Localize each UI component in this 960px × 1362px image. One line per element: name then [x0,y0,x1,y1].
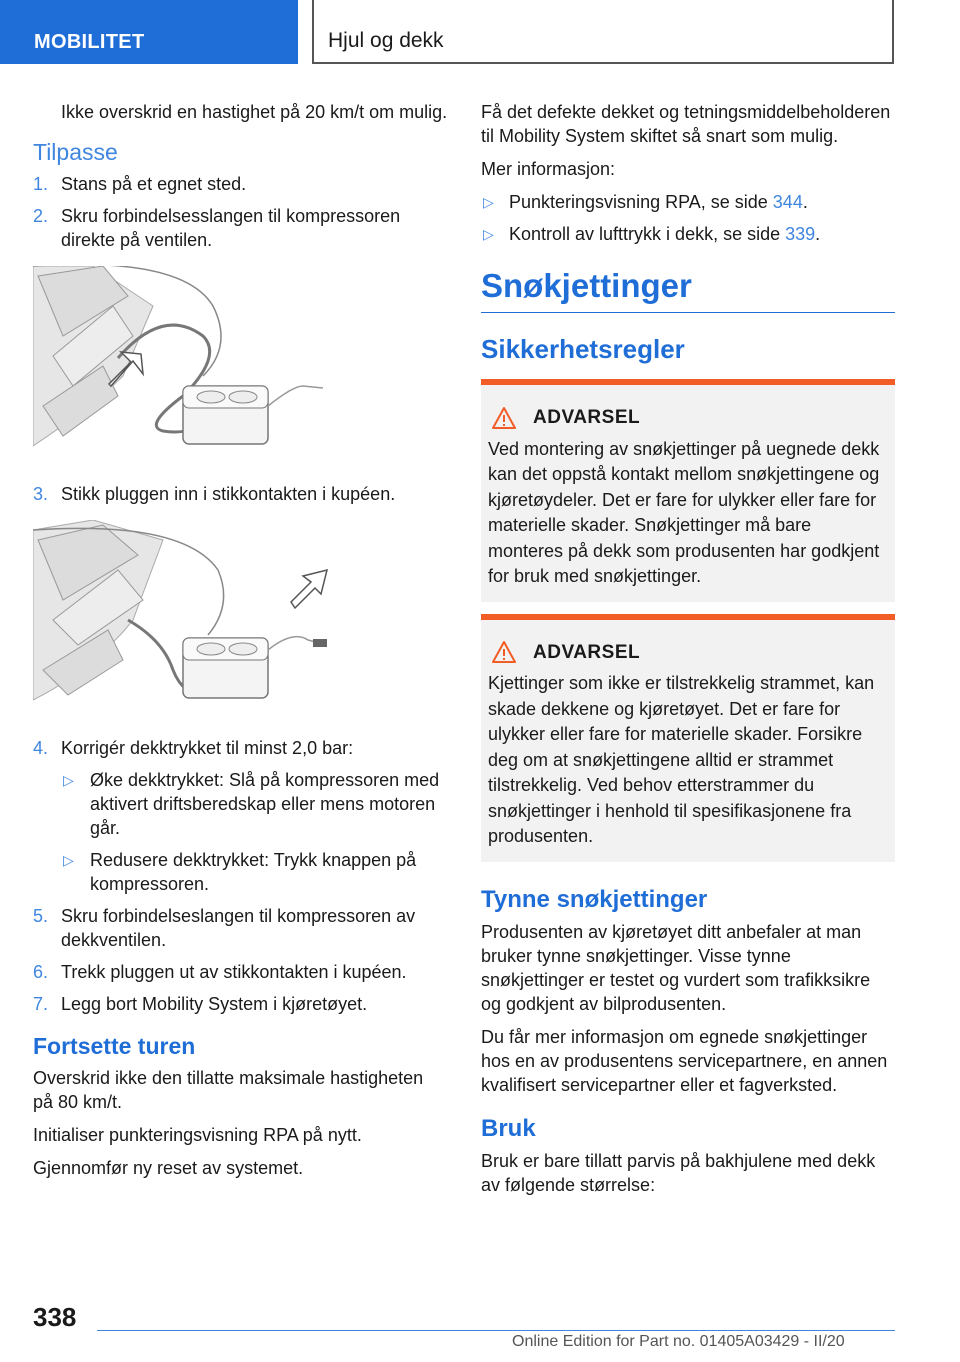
step-number: 2. [33,206,49,226]
intro-paragraph: Ikke overskrid en hastighet på 20 km/t om mulig. [61,102,448,122]
step-number: 6. [33,962,49,982]
step-text: Stans på et egnet sted. [61,174,247,194]
heading-sikkerhetsregler: Sikkerhetsregler [481,334,685,364]
heading-fortsette-turen: Fortsette turen [33,1033,196,1059]
page-link[interactable]: 339 [785,224,816,244]
triangle-bullet-icon: ▷ [483,226,494,242]
step-text: Skru forbindelseslangen til kompressoren av dekkventilen. [61,906,416,950]
paragraph: Du får mer informasjon om egnede snøkjettinger hos en av produsentens servicepartnere, en annen kvalifisert servicepartner eller et fagverksted. [481,1026,888,1095]
paragraph: Overskrid ikke den tillatte maksimale hastigheten på 80 km/t. [33,1068,424,1112]
heading-snokjettinger: Snøkjettinger [481,266,895,313]
page-header [0,0,960,66]
chapter-title: Hjul og dekk [312,0,894,64]
step-number: 3. [33,484,49,504]
warning-header [488,640,888,666]
heading-tilpasse: Tilpasse [33,139,118,165]
page-number: 338 [33,1302,77,1332]
step-6 [33,960,448,984]
edition-note: Online Edition for Part no. 01405A03429 - II/20 [512,1333,845,1350]
step-text: Skru forbindelsesslangen til kompressoren direkte på ventilen. [61,206,401,250]
warning-label: ADVARSEL [533,407,641,428]
intro-paragraph: Få det defekte dekket og tetningsmiddelbeholderen til Mobility System skiftet så snart som mulig. [481,102,891,146]
warning-triangle-icon [491,640,517,664]
heading-tynne-snokjettinger: Tynne snøkjettinger [481,885,708,913]
step-3 [33,482,448,506]
substep-increase-pressure [33,768,448,840]
step-number: 5. [33,906,49,926]
triangle-bullet-icon: ▷ [63,852,74,868]
right-column [481,100,895,1206]
warning-header [488,405,888,431]
warning-triangle-icon [491,406,517,430]
page-link[interactable]: 344 [772,192,803,212]
warning-box [481,614,895,862]
compressor-valve-illustration [33,266,333,466]
step-5 [33,904,448,952]
heading-bruk: Bruk [481,1114,536,1142]
substep-text: Øke dekktrykket: Slå på kompressoren med aktivert driftsberedskap eller mens motoren går. [90,770,440,838]
step-7 [33,992,448,1016]
step-number: 4. [33,738,49,758]
step-number: 7. [33,994,49,1014]
step-1 [33,172,448,196]
footer-divider [97,1330,895,1331]
compressor-plug-illustration [33,520,333,720]
paragraph: Bruk er bare tillatt parvis på bakhjulene med dekk av følgende størrelse: [481,1150,876,1195]
step-2 [33,204,448,252]
warning-text: Ved montering av snøkjettinger på uegnede dekk kan det oppstå kontakt mellom snøkjettingene og kjøretøydeler. Det er fare for ulykker eller fare for materielle skader. Snøkjettinger må bare monteres på dekk som produsenten har godkjent for bruk med snøkjettinger. [488,438,880,586]
step-text: Stikk pluggen inn i stikkontakten i kupéen. [61,484,396,504]
reference-text: Punkteringsvisning RPA, se side [509,192,773,212]
substep-text: Redusere dekktrykket: Trykk knappen på kompressoren. [90,850,417,894]
warning-text: Kjettinger som ikke er tilstrekkelig strammet, kan skade dekkene og kjøretøyet. Det er fare for ulykker eller fare for materielle skader. Forsikre deg om at snøkjettingene alltid er strammet tilstrekkelig. Ved behov etterstrammer du snøkjettinger i henhold til spesifikasjonene fra produsenten. [488,673,875,846]
substep-reduce-pressure [33,848,448,896]
reference-item: ▷ Kontroll av lufttrykk i dekk, se side 339. [483,224,821,244]
paragraph: Produsenten av kjøretøyet ditt anbefaler at man bruker tynne snøkjettinger. Visse tynne snøkjettinger er testet og vurdert som trafikksikre og godkjent av bilprodusenten. [481,921,871,1014]
paragraph: Initialiser punkteringsvisning RPA på nytt. [33,1125,362,1145]
step-text: Legg bort Mobility System i kjøretøyet. [61,994,368,1014]
step-number: 1. [33,174,49,194]
section-tab: MOBILITET [0,0,298,64]
step-text: Korrigér dekktrykket til minst 2,0 bar: [61,738,354,758]
more-info-label: Mer informasjon: [481,159,616,179]
step-text: Trekk pluggen ut av stikkontakten i kupéen. [61,962,407,982]
reference-text: Kontroll av lufttrykk i dekk, se side [509,224,786,244]
triangle-bullet-icon: ▷ [63,772,74,788]
warning-label: ADVARSEL [533,641,641,663]
left-column [33,100,448,1189]
triangle-bullet-icon: ▷ [483,194,494,210]
warning-box [481,379,895,602]
paragraph: Gjennomfør ny reset av systemet. [33,1158,304,1178]
reference-item: ▷ Punkteringsvisning RPA, se side 344. [483,192,808,212]
step-4 [33,736,448,760]
